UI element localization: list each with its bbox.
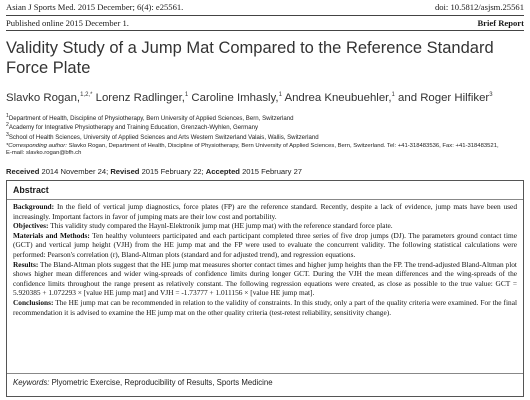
doi-link[interactable]: doi: 10.5812/asjsm.25561 bbox=[434, 2, 524, 12]
abstract-conclusions: Conclusions: The HE jump mat can be recommended in relation to the validity of constraints. In this study, only a part of the quality criteria were examined. For the final recommendation it is advised to examine the HE jump mat on the other quality criteria (test-retest reliability, sensitivity change). bbox=[13, 297, 517, 317]
header-rule-2 bbox=[6, 30, 524, 31]
keywords: Keywords: Plyometric Exercise, Reproducibility of Results, Sports Medicine bbox=[13, 378, 273, 387]
author[interactable]: Lorenz Radlinger,$^1$ bbox=[95, 92, 189, 104]
abstract-objectives: Objectives: This validity study compared the Haynl-Elektronik jump mat (HE jump mat) with the reference standard force plate. bbox=[13, 221, 393, 231]
journal-citation: Asian J Sports Med. 2015 December; 6(4): e25561. bbox=[6, 2, 184, 12]
affiliations bbox=[6, 113, 524, 141]
author[interactable]: Andrea Kneubuehler,$^1$ bbox=[284, 92, 395, 104]
keywords-rule bbox=[7, 373, 523, 374]
corresponding-author: *Corresponding author: Slavko Rogan, Department of Health, Discipline of Physiotherapy, Bern University of Applied Sciences, Bern, Switzerland. Tel: +41-318483536, Fax: +41-318483521, E-mail: slavko.rogan@bfh.ch bbox=[6, 143, 499, 157]
abstract-heading: Abstract bbox=[13, 185, 49, 195]
author[interactable]: and Roger Hilfiker$^3$ bbox=[398, 92, 493, 104]
author[interactable]: Slavko Rogan,$^{1,2,*}$ bbox=[6, 92, 93, 104]
published-date: Published online 2015 December 1. bbox=[6, 18, 129, 28]
article-type: Brief Report bbox=[477, 18, 524, 28]
abstract-body bbox=[13, 202, 517, 317]
author[interactable]: Caroline Imhasly,$^1$ bbox=[191, 92, 282, 104]
abstract-background: Background: In the field of vertical jump diagnostics, force plates (FP) are the reference standard. Recently, despite a lack of evidence, jump mats have been used increasingly. Important factors in favor of jumping mats are their low cost and portability. bbox=[13, 202, 517, 221]
abstract-results: Results: The Bland-Altman plots suggest that the HE jump mat measures shorter contact times and higher jump heights than the FP. The trend-adjusted Bland-Altman plot shows higher mean differences and wider wing-spreads of confidence limits during longer GCT. During the VJH the mean differences and the wing-spreads of the confidence limits throughout the range present as relatively constant. The following regression equations were created, as close as possible to the true value: GCT = 5.920385 + 1.072293 × [value HE jump mat] and VJH = -1.73777 + 1.011156 × [value HE jump mat]. bbox=[13, 259, 517, 298]
abstract-rule bbox=[7, 199, 523, 200]
affiliation: $^1$Department of Health, Discipline of Physiotherapy, Bern University of Applied Sciences, Bern, Switzerland bbox=[6, 113, 294, 123]
abstract-methods: Materials and Methods: Ten healthy volunteers participated and each participant completed three series of five drop jumps (DJ). The parameters ground contact time (GCT) and vertical jump height (VJH) from the HE jump mat and the FP were used to evaluate the concurrent validity. The following statistical calculations were performed: Pearson's correlation (r), Bland-Altman plots (standard and for adjusted trend), and regression equations. bbox=[13, 230, 517, 259]
article-title: Validity Study of a Jump Mat Compared to the Reference Standard Force Plate bbox=[6, 39, 494, 77]
email-link[interactable]: E-mail: slavko.rogan@bfh.ch bbox=[6, 150, 82, 157]
affiliation: $^2$Academy for Integrative Physiotherapy and Training Education, Grenzach-Wyhlen, Germany bbox=[6, 122, 259, 132]
article-dates: Received 2014 November 24; Revised 2015 February 22; Accepted 2015 February 27 bbox=[6, 167, 303, 176]
abstract-box bbox=[6, 180, 524, 397]
affiliation: $^3$School of Health Sciences, University of Applied Sciences and Arts Western Switzerland Valais, Wallis, Switzerland bbox=[6, 131, 319, 141]
header-rule bbox=[6, 15, 524, 16]
author-list bbox=[6, 92, 524, 104]
